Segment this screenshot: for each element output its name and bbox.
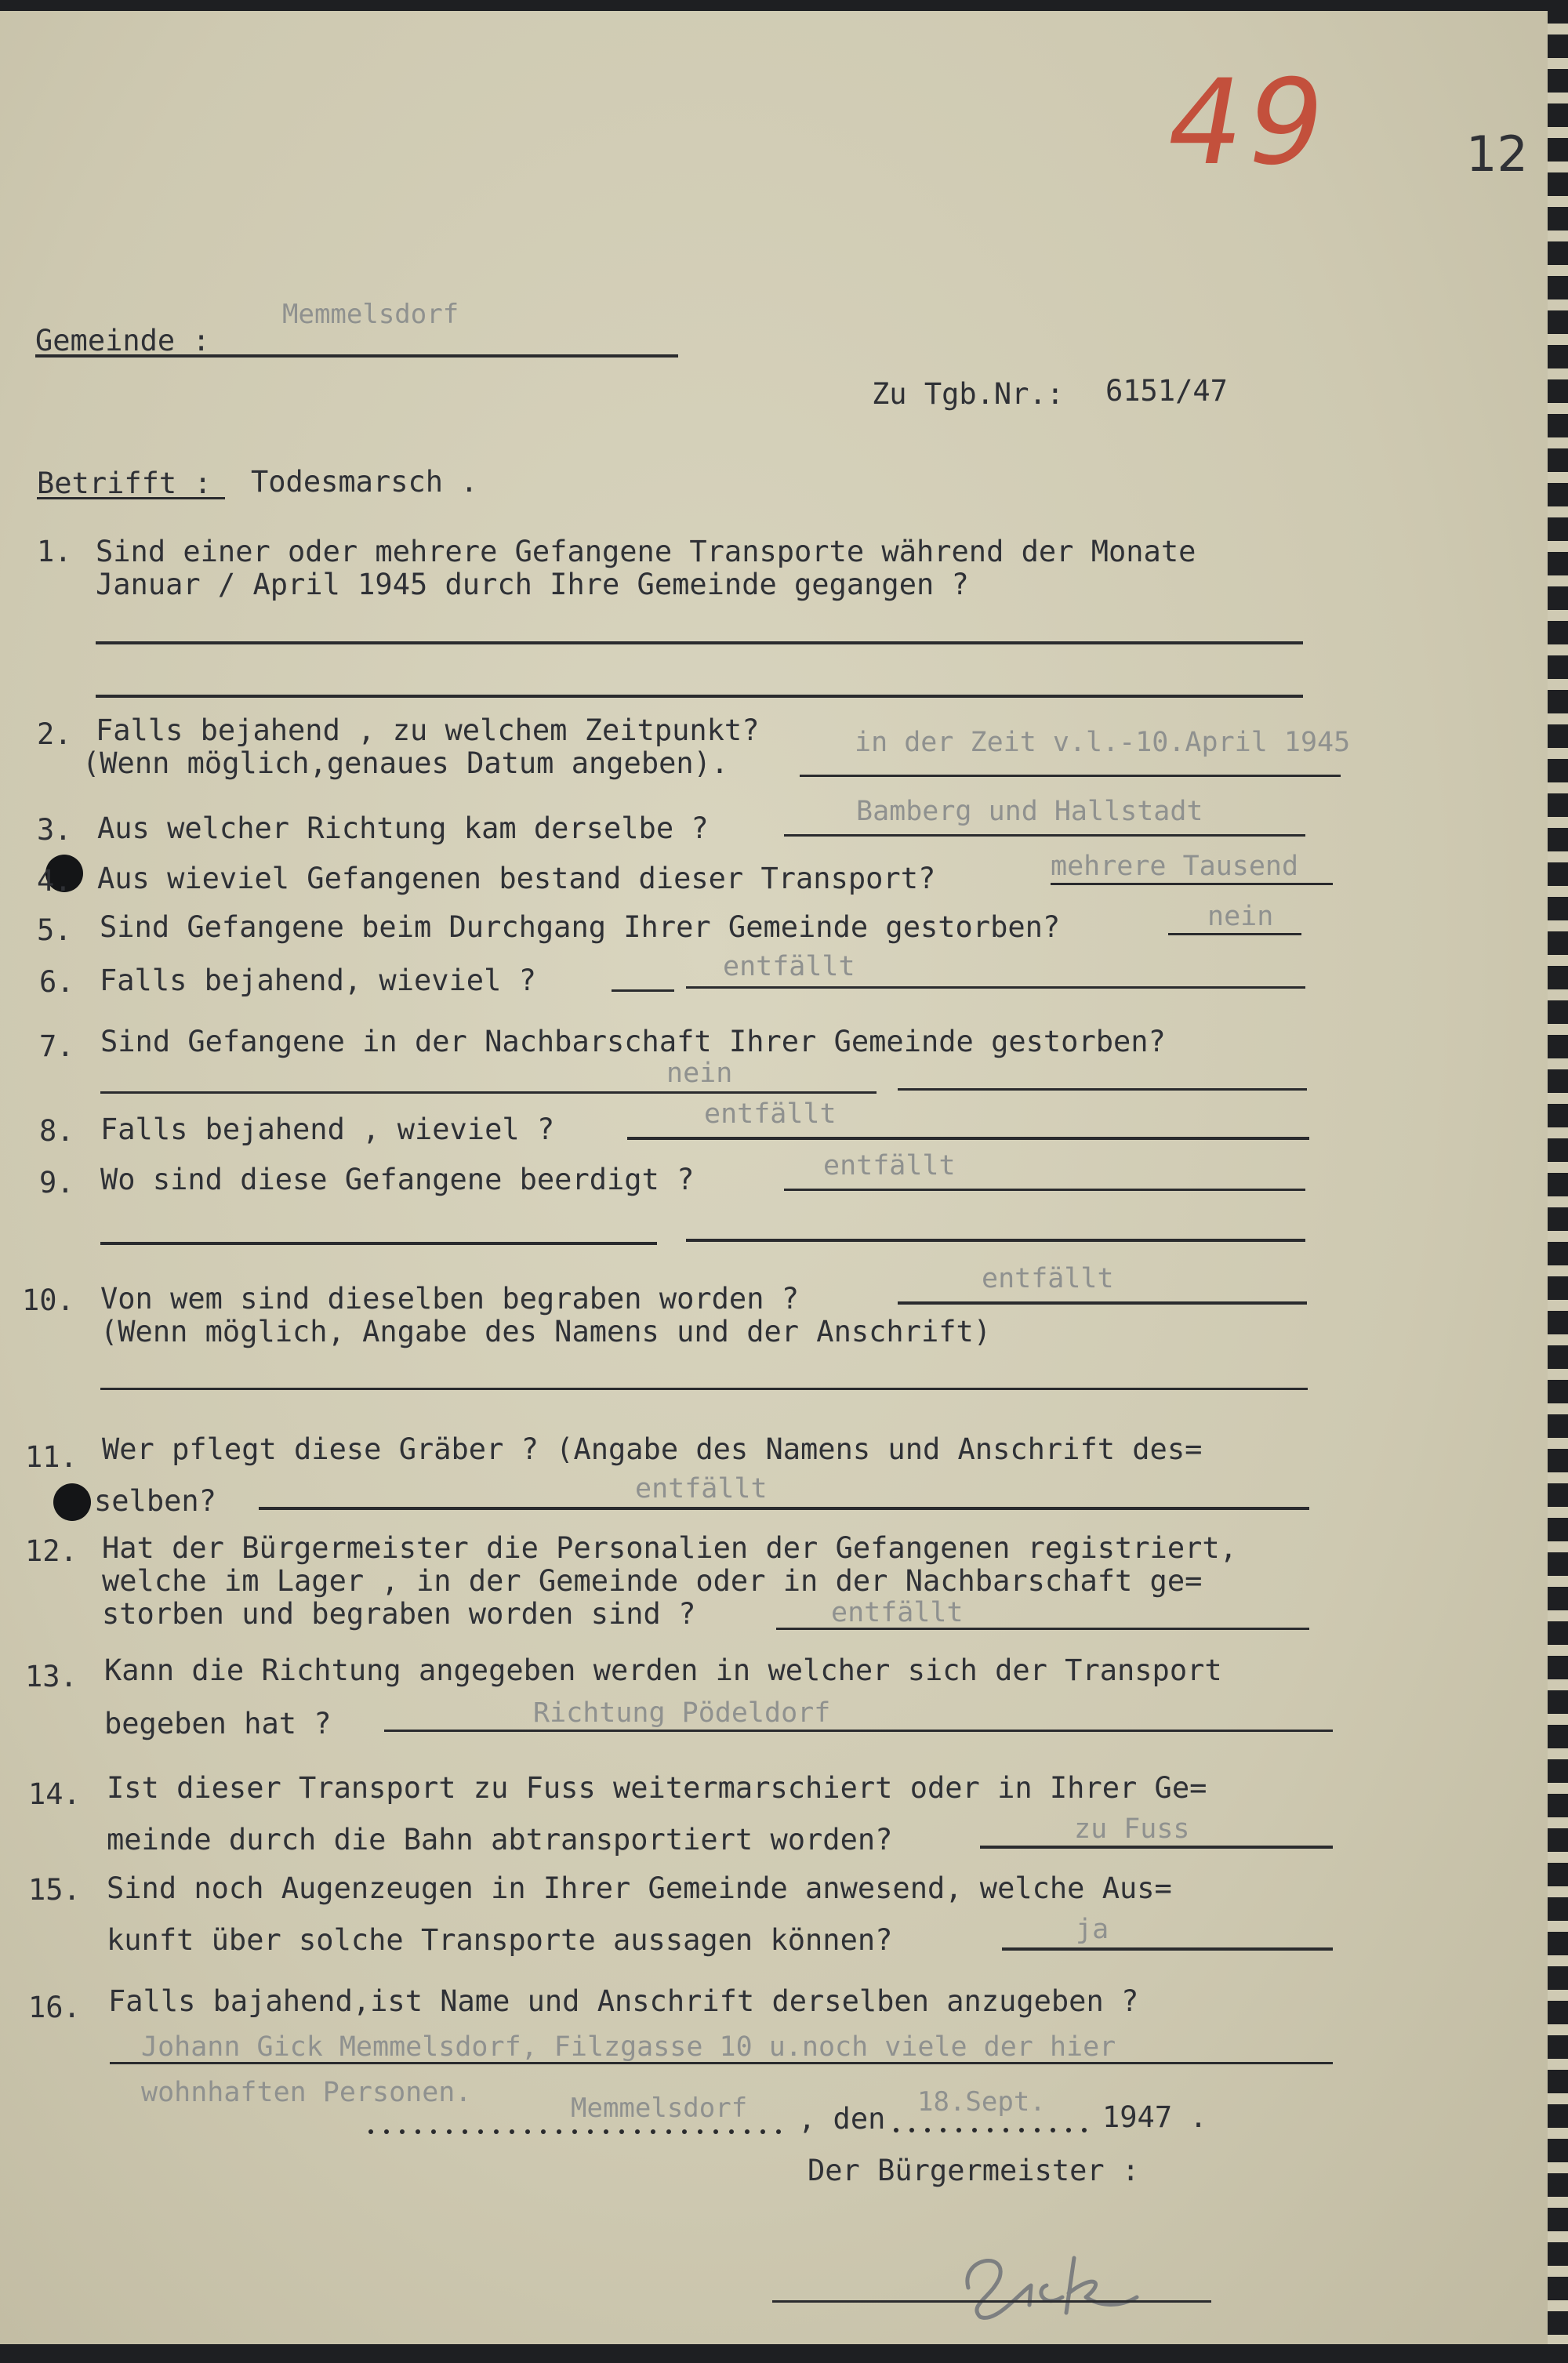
gemeinde-underline — [35, 354, 678, 358]
signature-line — [772, 2300, 1211, 2303]
dot — [1004, 2128, 1008, 2133]
dot — [572, 2129, 577, 2134]
question-text: Aus welcher Richtung kam derselbe ? — [97, 811, 709, 845]
betrifft-value: Todesmarsch . — [251, 465, 478, 499]
question-text: (Wenn möglich,genaues Datum angeben). — [82, 746, 729, 780]
question-text: Januar / April 1945 durch Ihre Gemeinde gegangen ? — [96, 568, 969, 601]
question-number: 9. — [39, 1166, 74, 1200]
question-text: Ist dieser Transport zu Fuss weitermarschiert oder in Ihrer Ge= — [107, 1771, 1207, 1805]
question-number: 6. — [39, 965, 74, 999]
answer-line — [110, 2062, 1333, 2064]
punch-hole-icon — [53, 1483, 91, 1521]
answer-line — [1168, 933, 1301, 935]
dot — [494, 2129, 499, 2134]
dot — [1035, 2128, 1040, 2133]
answer-line — [96, 641, 1303, 644]
question-number: 8. — [39, 1114, 74, 1148]
answer-line — [784, 834, 1305, 837]
answer-line — [627, 1137, 1309, 1140]
question-number: 2. — [37, 717, 72, 751]
dot — [400, 2129, 405, 2134]
answer-line — [898, 1301, 1307, 1305]
answer-line — [898, 1088, 1307, 1091]
dot — [1051, 2128, 1055, 2133]
dot — [988, 2128, 993, 2133]
dot — [941, 2128, 946, 2133]
scan-edge-bottom — [0, 2344, 1568, 2363]
answer-line — [612, 989, 674, 992]
question-text: kunft über solche Transporte aussagen können? — [107, 1923, 893, 1957]
answer-value: Bamberg und Hallstadt — [856, 796, 1203, 827]
question-text: storben und begraben worden sind ? — [102, 1597, 696, 1631]
dot — [384, 2129, 389, 2134]
answer-value: in der Zeit v.l.-10.April 1945 — [855, 727, 1351, 758]
dot — [651, 2129, 655, 2134]
dot — [525, 2129, 530, 2134]
dot — [745, 2129, 750, 2134]
question-number: 4. — [37, 864, 72, 898]
dot — [682, 2129, 687, 2134]
question-number: 15. — [28, 1873, 81, 1907]
dot — [588, 2129, 593, 2134]
dot — [541, 2129, 546, 2134]
dot — [463, 2129, 467, 2134]
answer-value: entfällt — [704, 1098, 837, 1130]
date-value: 18.Sept. — [917, 2086, 1046, 2118]
dot — [416, 2129, 420, 2134]
betrifft-underline — [37, 497, 225, 499]
dot — [956, 2128, 961, 2133]
question-text: selben? — [94, 1484, 216, 1518]
question-text: Hat der Bürgermeister die Personalien der Gefangenen registriert, — [102, 1531, 1237, 1565]
dot — [510, 2129, 514, 2134]
gemeinde-label: Gemeinde : — [35, 324, 210, 358]
question-text: (Wenn möglich, Angabe des Namens und der Anschrift) — [100, 1315, 992, 1348]
gemeinde-value: Memmelsdorf — [282, 299, 459, 330]
answer-line — [384, 1730, 1333, 1732]
answer-line — [100, 1091, 877, 1094]
question-number: 1. — [37, 535, 72, 568]
tgb-label: Zu Tgb.Nr.: — [872, 377, 1065, 411]
answer-value: mehrere Tausend — [1051, 851, 1299, 882]
answer-value: entfällt — [635, 1473, 768, 1505]
question-text: Falls bejahend, wieviel ? — [100, 964, 536, 997]
question-text: Wo sind diese Gefangene beerdigt ? — [100, 1163, 695, 1196]
answer-line — [784, 1189, 1305, 1191]
page-number: 12 — [1466, 125, 1528, 183]
dot — [909, 2128, 914, 2133]
dot — [478, 2129, 483, 2134]
dot — [925, 2128, 930, 2133]
question-number: 7. — [39, 1029, 74, 1063]
answer-value: wohnhaften Personen. — [141, 2077, 472, 2108]
dot — [894, 2128, 898, 2133]
dot — [1066, 2128, 1071, 2133]
answer-value: entfällt — [823, 1150, 956, 1182]
dot — [1082, 2128, 1087, 2133]
answer-line — [1051, 883, 1333, 885]
question-text: Von wem sind dieselben begraben worden ? — [100, 1282, 800, 1316]
scan-edge-top — [0, 0, 1568, 11]
dot — [431, 2129, 436, 2134]
question-text: Kann die Richtung angegeben werden in welcher sich der Transport — [104, 1653, 1222, 1687]
question-text: Falls bajahend,ist Name und Anschrift derselben anzugeben ? — [108, 1984, 1139, 2018]
answer-line — [96, 695, 1303, 698]
answer-value: entfällt — [982, 1263, 1114, 1294]
answer-line — [776, 1628, 1309, 1630]
question-number: 14. — [28, 1777, 81, 1811]
question-number: 16. — [28, 1991, 81, 2024]
dot — [729, 2129, 734, 2134]
year-label: 1947 . — [1102, 2100, 1207, 2134]
dot — [698, 2129, 702, 2134]
tgb-value: 6151/47 — [1105, 374, 1228, 408]
dot — [619, 2129, 624, 2134]
question-text: Sind einer oder mehrere Gefangene Transporte während der Monate — [96, 535, 1196, 568]
question-text: Wer pflegt diese Gräber ? (Angabe des Namens und Anschrift des= — [102, 1432, 1203, 1466]
dot — [666, 2129, 671, 2134]
question-text: Sind noch Augenzeugen in Ihrer Gemeinde anwesend, welche Aus= — [107, 1871, 1172, 1905]
answer-value: nein — [666, 1058, 733, 1089]
dot — [713, 2129, 718, 2134]
question-text: welche im Lager , in der Gemeinde oder in der Nachbarschaft ge= — [102, 1564, 1203, 1598]
dot — [604, 2129, 608, 2134]
answer-line — [259, 1507, 1309, 1510]
question-number: 3. — [37, 813, 72, 847]
answer-line — [686, 1239, 1305, 1242]
signatory-label: Der Bürgermeister : — [808, 2154, 1140, 2187]
signature-icon — [937, 2242, 1172, 2329]
answer-line — [100, 1388, 1308, 1390]
question-text: Sind Gefangene in der Nachbarschaft Ihrer Gemeinde gestorben? — [100, 1025, 1166, 1058]
question-number: 5. — [37, 913, 72, 947]
question-number: 13. — [25, 1660, 78, 1693]
question-number: 10. — [22, 1283, 74, 1317]
answer-value: Richtung Pödeldorf — [533, 1697, 831, 1729]
answer-line — [980, 1846, 1333, 1849]
dot — [635, 2129, 640, 2134]
dot — [557, 2129, 561, 2134]
betrifft-label: Betrifft : — [37, 466, 212, 500]
folio-number-red: 49 — [1156, 55, 1340, 191]
question-number: 12. — [25, 1534, 78, 1568]
question-text: Falls bejahend , zu welchem Zeitpunkt? — [96, 713, 760, 747]
answer-line — [1002, 1947, 1333, 1951]
answer-value: entfällt — [831, 1597, 964, 1628]
place-value: Memmelsdorf — [571, 2093, 748, 2124]
dot — [760, 2129, 765, 2134]
answer-value: entfällt — [723, 951, 855, 982]
answer-value: zu Fuss — [1074, 1813, 1190, 1845]
den-label: , den — [798, 2102, 886, 2136]
dot — [1019, 2128, 1024, 2133]
question-text: Falls bejahend , wieviel ? — [100, 1113, 555, 1146]
dot — [447, 2129, 452, 2134]
answer-line — [800, 775, 1341, 777]
answer-value: ja — [1076, 1914, 1109, 1945]
question-number: 11. — [25, 1440, 78, 1474]
scan-edge-right — [1548, 0, 1568, 2363]
dot — [368, 2129, 373, 2134]
dot — [972, 2128, 977, 2133]
answer-value: Johann Gick Memmelsdorf, Filzgasse 10 u.noch viele der hier — [141, 2031, 1116, 2063]
question-text: begeben hat ? — [104, 1707, 332, 1740]
question-text: Aus wieviel Gefangenen bestand dieser Transport? — [97, 862, 936, 895]
dot — [776, 2129, 781, 2134]
question-text: meinde durch die Bahn abtransportiert worden? — [107, 1823, 893, 1857]
question-text: Sind Gefangene beim Durchgang Ihrer Gemeinde gestorben? — [100, 910, 1061, 944]
answer-line — [686, 986, 1305, 989]
answer-value: nein — [1207, 901, 1274, 932]
answer-line — [100, 1242, 657, 1245]
